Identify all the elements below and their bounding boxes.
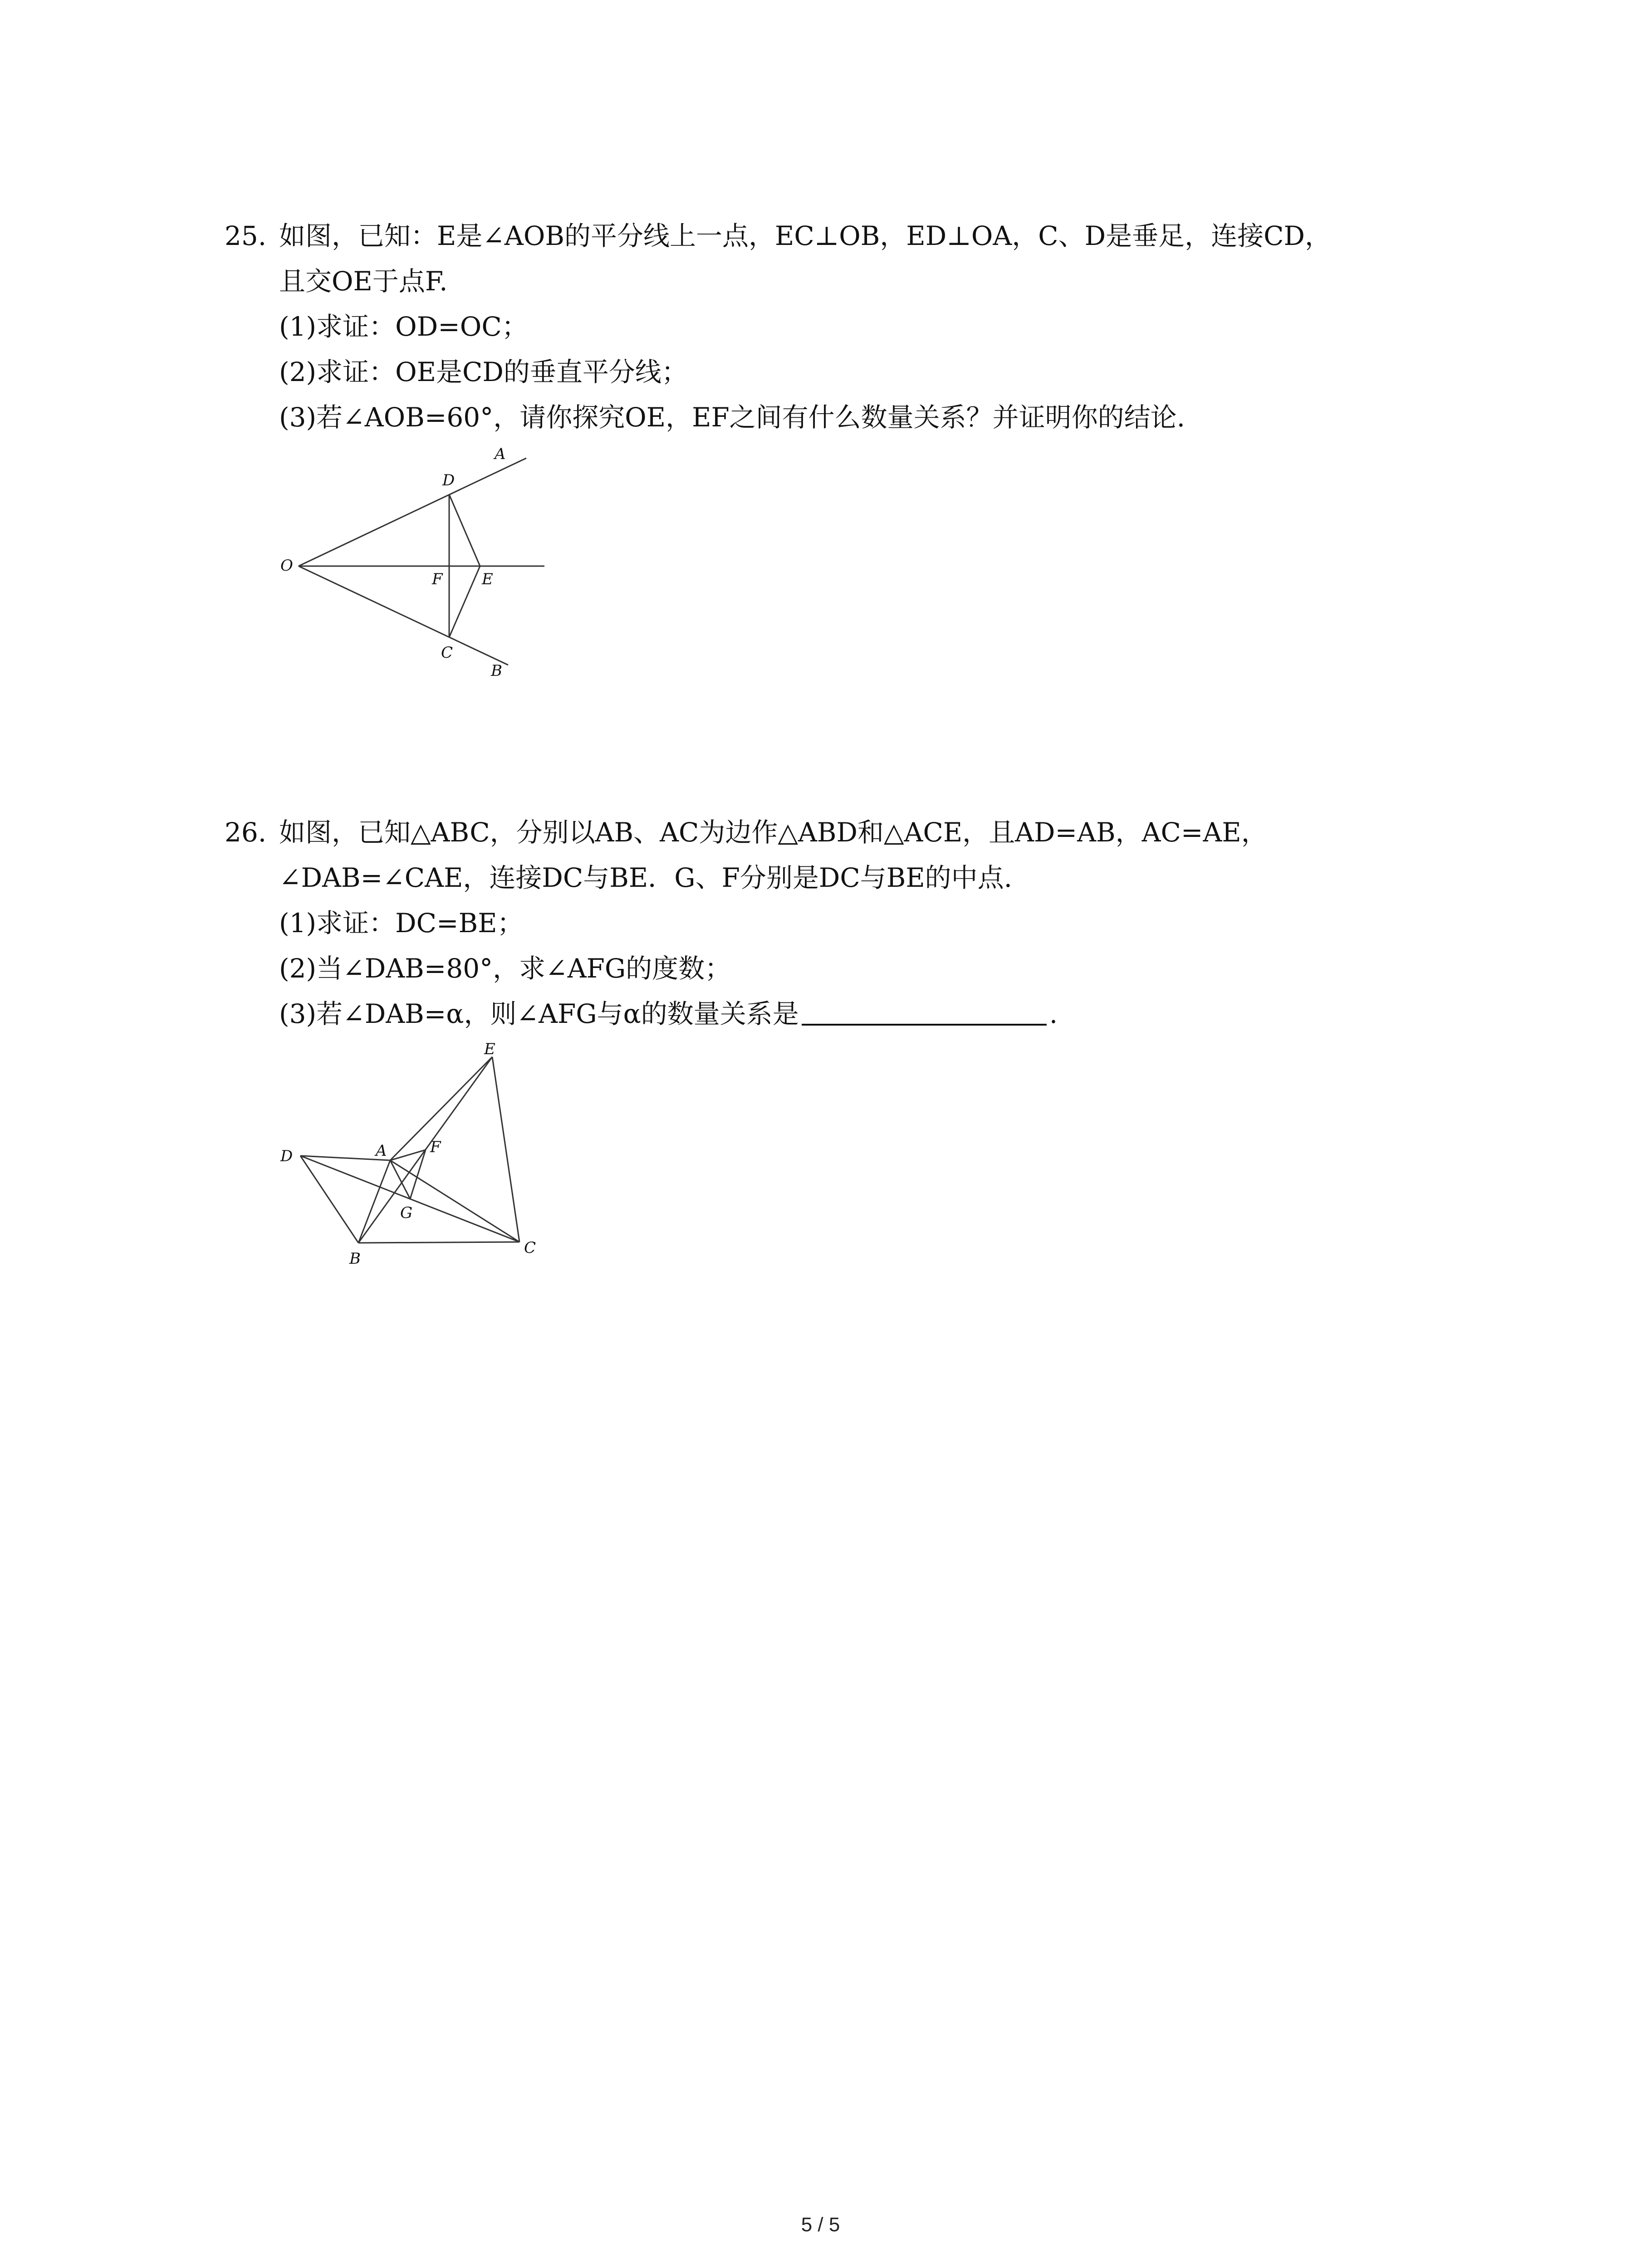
q25-part2-text: (2)求证：OE是CD的垂直平分线； xyxy=(279,357,688,387)
q25-number: 25. xyxy=(225,220,267,251)
q26-segment-db xyxy=(300,1156,358,1243)
q25-part3 xyxy=(225,395,1450,440)
q26-label-c: C xyxy=(524,1239,536,1257)
question-25 xyxy=(225,213,1450,440)
answer-blank[interactable] xyxy=(802,998,1047,1026)
q26-stem-line1 xyxy=(225,810,1450,855)
q25-stem-line1 xyxy=(225,213,1450,259)
q26-segment-bc xyxy=(358,1242,519,1243)
q25-segment-ce xyxy=(449,566,480,637)
q25-segment-de xyxy=(449,494,480,566)
q25-part3-text: (3)若∠AOB=60°，请你探究OE，EF之间有什么数量关系？并证明你的结论. xyxy=(279,402,1185,433)
q26-label-e: E xyxy=(484,1040,495,1058)
q25-label-c: C xyxy=(441,644,453,662)
q26-label-g: G xyxy=(400,1204,413,1222)
q25-label-d: D xyxy=(442,471,455,489)
q26-label-b: B xyxy=(349,1250,361,1268)
q25-stem-text-1: 如图，已知：E是∠AOB的平分线上一点，EC⊥OB，ED⊥OA，C、D是垂足，连接CD， xyxy=(279,220,1332,251)
q26-part2 xyxy=(225,946,1450,991)
q25-label-a: A xyxy=(495,445,506,463)
q26-part1-text: (1)求证：DC=BE； xyxy=(279,908,524,938)
q25-label-o: O xyxy=(280,557,293,575)
q26-part3-wrap xyxy=(279,991,1058,1036)
q26-label-f: F xyxy=(430,1138,441,1156)
q25-ray-oa xyxy=(299,458,526,566)
q25-part2 xyxy=(225,349,1450,395)
q26-segment-ab xyxy=(358,1160,390,1243)
q25-part1 xyxy=(225,304,1450,349)
q26-label-a: A xyxy=(376,1142,387,1160)
q25-stem-text-2: 且交OE于点F. xyxy=(279,266,448,297)
question-26 xyxy=(225,810,1450,1036)
q26-stem-line2 xyxy=(225,855,1450,900)
q26-part3 xyxy=(225,991,1450,1036)
q26-stem-text-1: 如图，已知△ABC，分别以AB、AC为边作△ABD和△ACE，且AD=AB，AC=AE， xyxy=(279,817,1268,848)
q25-label-f: F xyxy=(432,570,443,588)
q26-part3-end: . xyxy=(1049,998,1058,1029)
q26-segment-ec xyxy=(492,1057,519,1242)
q25-label-e: E xyxy=(482,570,493,588)
q26-figure xyxy=(272,1039,563,1275)
q26-part2-text: (2)当∠DAB=80°，求∠AFG的度数； xyxy=(279,953,731,984)
q25-label-b: B xyxy=(491,662,502,680)
q26-number: 26. xyxy=(225,817,267,848)
q26-part3-text: (3)若∠DAB=α，则∠AFG与α的数量关系是 xyxy=(279,998,799,1029)
q26-part1 xyxy=(225,900,1450,946)
q25-figure xyxy=(272,440,563,685)
q25-ray-ob xyxy=(299,566,508,665)
q25-stem-line2 xyxy=(225,259,1450,304)
q26-label-d: D xyxy=(280,1147,293,1165)
q26-stem-text-2: ∠DAB=∠CAE，连接DC与BE．G、F分别是DC与BE的中点. xyxy=(279,862,1013,893)
q25-part1-text: (1)求证：OD=OC； xyxy=(279,311,528,342)
page-number: 5 / 5 xyxy=(801,2214,840,2236)
q26-segment-ae xyxy=(390,1057,492,1160)
